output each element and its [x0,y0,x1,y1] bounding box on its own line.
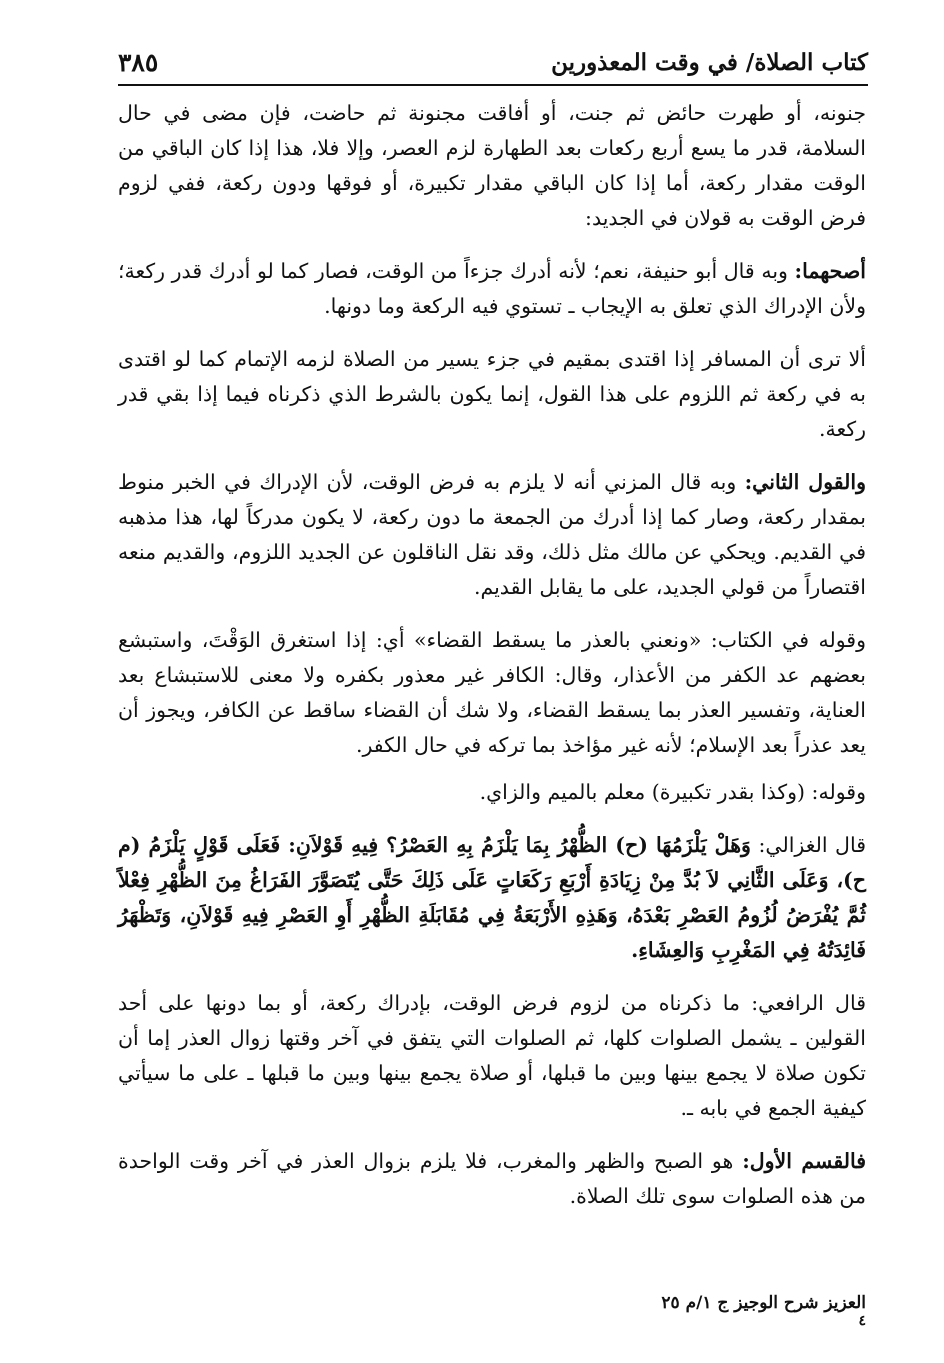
paragraph [118,623,866,763]
paragraph [118,986,866,1126]
paragraph [118,342,866,447]
paragraph [118,96,866,236]
paragraph-text: قال الرافعي: ما ذكرناه من لزوم فرض الوقت، بإدراك ركعة، أو بما دونها على أحد القولين ـ يشمل الصلوات كلها، ثم الصلوات التي يتفق في آخر وقتها زوال العذر إما أن تكون صلاة لا يجمع بينها وبين ما قبلها، أو صلاة يجمع بينها وبين ما قبلها ـ على ما سيأتي كيفية الجمع في بابه ـ. [118,991,866,1120]
page-footer [661,1293,866,1329]
paragraph-lead: قال الغزالي: [758,833,866,857]
running-title: كتاب الصلاة/ في وقت المعذورين [551,48,868,76]
paragraph-lead: أصحهما: [794,259,866,283]
paragraph-text: ألا ترى أن المسافر إذا اقتدى بمقيم في جزء يسير من الصلاة لزمه الإتمام كما لو اقتدى به في ركعة ثم اللزوم على هذا القول، إنما يكون بالشرط الذي ذكرناه فيما إذا بقي قدر ركعة. [118,347,866,441]
paragraph-lead: فالقسم الأول: [742,1149,866,1173]
paragraph-text: جنونه، أو طهرت حائض ثم جنت، أو أفاقت مجنونة ثم حاضت، فإن مضى في حال السلامة، قدر ما يسع أربع ركعات بعد الطهارة لزم العصر، وإلا فلا، هذا إذا كان الباقي من الوقت مقدار ركعة، أما إذا كان الباقي مقدار تكبيرة، أو فوقها ودون ركعة، ففي لزوم فرض الوقت به قولان في الجديد: [118,101,866,230]
paragraph-text: هو الصبح والظهر والمغرب، فلا يلزم بزوال العذر في آخر وقت الواحدة من هذه الصلوات سوى تلك الصلاة. [118,1149,866,1208]
paragraph-text: وقوله في الكتاب: «ونعني بالعذر ما يسقط القضاء» أي: إذا استغرق الوَقْتَ، واستبشع بعضهم عد الكفر من الأعذار، وقال: الكافر غير معذور بكفره ولا معنى للاستبشاع بعد العناية، وتفسير العذر بما يسقط القضاء، ولا شك أن القضاء ساقط عن الكافر، ويجوز أن يعد عذراً بعد الإسلام؛ لأنه غير مؤاخذ بما تركه في حال الكفر. [118,628,866,757]
page-header [118,40,868,86]
body-text [118,96,866,1232]
paragraph [118,254,866,324]
paragraph-text: وَهَلْ يَلْزَمُهَا (ح) الظُّهْرُ بِمَا يَلْزَمُ بِهِ العَصْرُ؟ فِيهِ قَوْلاَنِ: فَعَلَى قَوْلٍ يَلْزَمُ (م ح)، وَعَلَى الثَّانِي لاَ بُدَّ مِنْ زِيَادَةِ أَرْبَعِ رَكَعَاتٍ عَلَى ذَلِكَ حَتَّى يُتَصَوَّرَ الفَرَاغُ مِنَ الظُّهْرِ فِعْلاً ثُمَّ يُفْرَضُ لُزُومُ العَصْرِ بَعْدَهُ، وَهَذِهِ الأَرْبَعَةُ فِي مُقَابَلَةِ الظُّهْرِ أَوِ العَصْرِ فِيهِ قَوْلاَنِ، وَتَظْهَرُ فَائِدَتُهُ فِي المَغْرِبِ وَالعِشَاءِ. [118,833,866,962]
page-number: ٣٨٥ [118,47,159,77]
footer-signature: العزيز شرح الوجيز ج ١/م ٢٥ [661,1293,866,1313]
paragraph-text: وبه قال أبو حنيفة، نعم؛ لأنه أدرك جزءاً من الوقت، فصار كما لو أدرك قدر ركعة؛ ولأن الإدراك الذي تعلق به الإيجاب ـ تستوي فيه الركعة وما دونها. [118,259,866,318]
paragraph-lead: والقول الثاني: [744,470,866,494]
paragraph-text: وبه قال المزني أنه لا يلزم به فرض الوقت، لأن الإدراك في الخبر منوط بمقدار ركعة، وصار كما إذا أدرك من الجمعة ما دون ركعة، لا يكون مدركاً لها، هذا مذهبه في القديم. ويحكي عن مالك مثل ذلك، وقد نقل الناقلون عن الجديد اللزوم، والقديم منعه اقتصاراً من قولي الجديد، على ما يقابل القديم. [118,470,866,599]
footer-mark: ٤ [858,1313,866,1329]
paragraph [118,775,866,810]
quoted-matn-paragraph [118,828,866,968]
paragraph-text: وقوله: (وكذا بقدر تكبيرة) معلم بالميم والزاي. [479,780,866,804]
paragraph [118,1144,866,1214]
paragraph [118,465,866,605]
